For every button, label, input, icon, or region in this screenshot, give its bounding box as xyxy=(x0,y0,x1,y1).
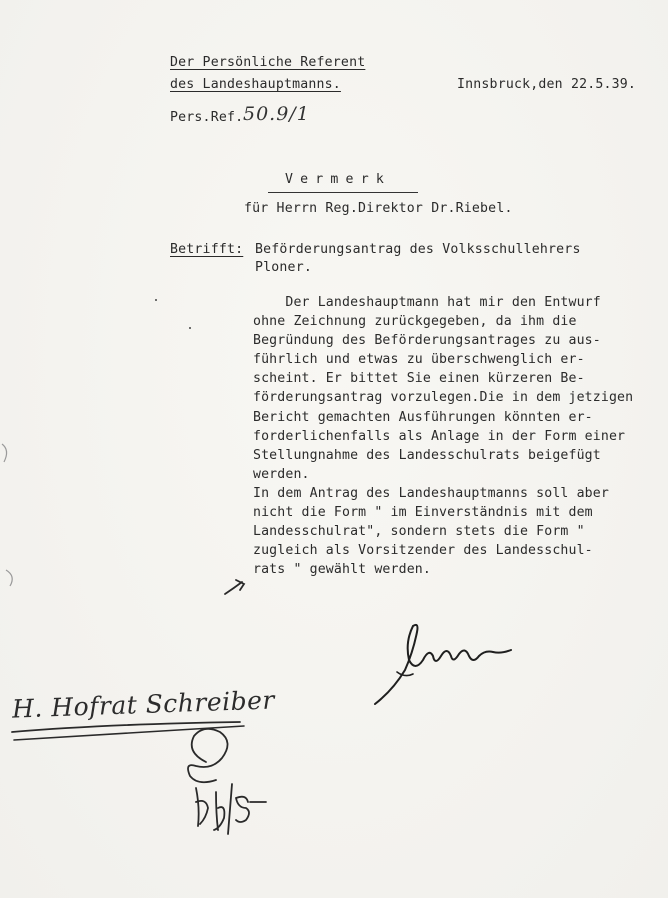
body-line: ohne Zeichnung zurückgegeben, da ihm die xyxy=(253,314,577,330)
margin-mark-icon xyxy=(0,440,20,470)
body-line: Stellungnahme des Landesschulrats beigefügt xyxy=(253,447,601,463)
signature-scribble xyxy=(365,612,525,712)
title-underline xyxy=(268,192,418,193)
reference-label: Pers.Ref. xyxy=(170,110,244,125)
body-paragraphs xyxy=(253,293,633,579)
body-line: In dem Antrag des Landeshauptmanns soll aber xyxy=(253,485,609,501)
body-line: Der Landeshauptmann hat mir den Entwurf xyxy=(253,295,601,310)
body-line: forderlichenfalls als Anlage in der Form einer xyxy=(253,428,626,444)
body-line: zugleich als Vorsitzender des Landesschul- xyxy=(253,543,593,559)
sender-line-2: des Landeshauptmanns. xyxy=(170,77,341,92)
subject-line-2: Ploner. xyxy=(255,260,312,275)
ink-speck xyxy=(189,327,191,329)
margin-mark-icon xyxy=(4,568,24,598)
place-date: Innsbruck,den 22.5.39. xyxy=(457,77,637,92)
handwritten-check-mark xyxy=(222,572,262,602)
handwritten-note: H. Hofrat Schreiber xyxy=(11,685,276,724)
subject-label: Betrifft: xyxy=(170,242,244,257)
body-line: werden. xyxy=(253,466,310,482)
body-line: rats " gewählt werden. xyxy=(253,562,431,578)
body-line: führlich und etwas zu überschwenglich er- xyxy=(253,352,585,368)
reference-number-handwritten: 50.9/1 xyxy=(243,103,310,125)
body-line: Begründung des Beförderungsantrages zu aus- xyxy=(253,333,601,349)
body-line: Landesschulrat", sondern stets die Form " xyxy=(253,524,585,540)
body-line: Bericht gemachten Ausführungen könnten er- xyxy=(253,409,593,425)
document-title: Vermerk xyxy=(285,172,391,187)
handwritten-date-mark xyxy=(186,778,276,848)
addressee-line: für Herrn Reg.Direktor Dr.Riebel. xyxy=(244,201,513,216)
ink-speck xyxy=(155,299,157,301)
body-line: nicht die Form " im Einverständnis mit dem xyxy=(253,505,593,521)
body-line: förderungsantrag vorzulegen.Die in dem jetzigen xyxy=(253,390,634,406)
body-line: scheint. Er bittet Sie einen kürzeren Be- xyxy=(253,371,585,387)
sender-line-1: Der Persönliche Referent xyxy=(170,55,366,70)
subject-line-1: Beförderungsantrag des Volksschullehrers xyxy=(255,242,581,257)
